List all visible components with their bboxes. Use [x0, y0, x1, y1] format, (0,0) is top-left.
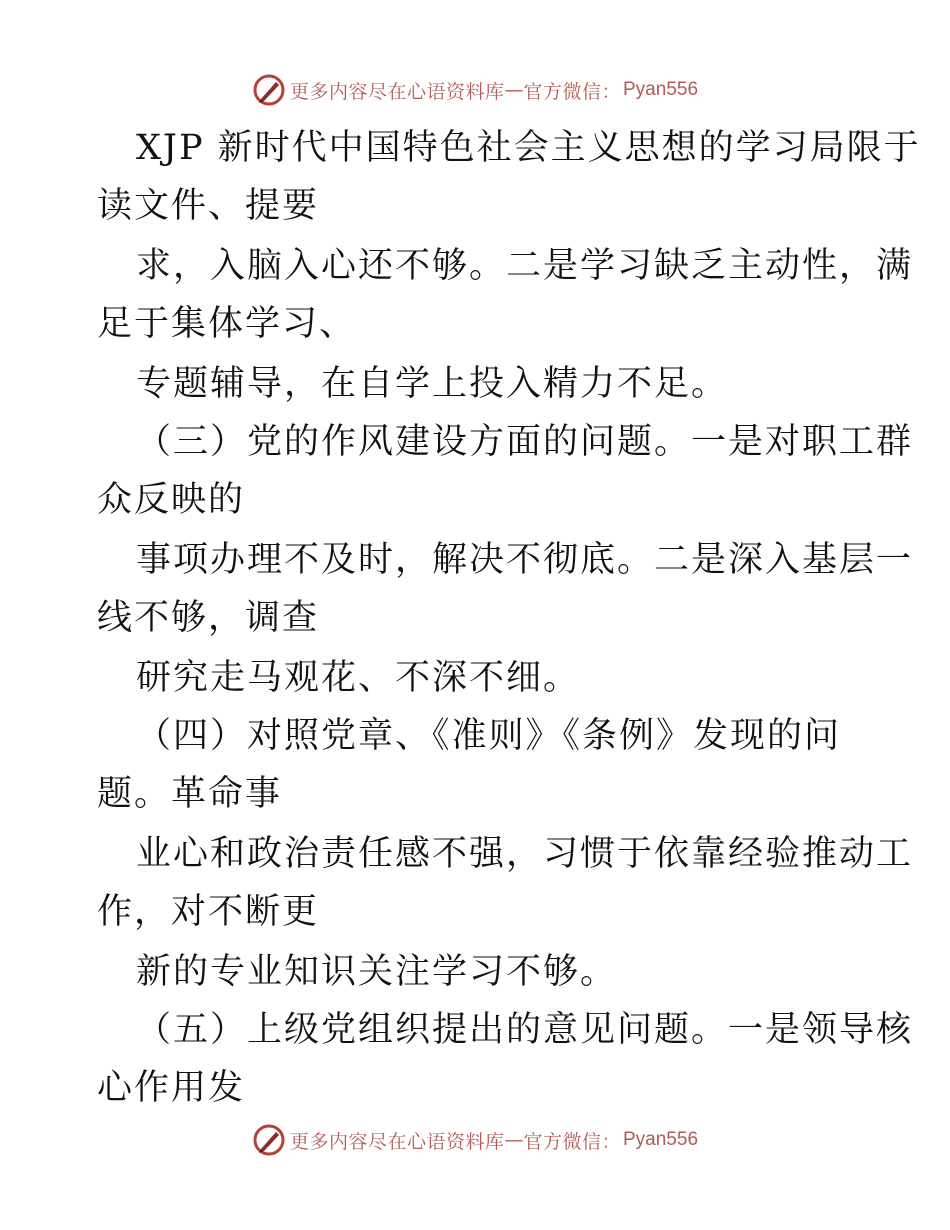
- banner-site-name: 更多内容尽在心语资料库: [289, 1130, 505, 1153]
- text-line: 业心和政治责任感不强，习惯于依靠经验推动工: [136, 834, 914, 874]
- text-line: 新的专业知识关注学习不够。: [136, 952, 618, 992]
- text-line: 足于集体学习、: [97, 304, 357, 344]
- text-line: 研究走马观花、不深不细。: [136, 658, 581, 698]
- banner-separator: —: [504, 1129, 524, 1151]
- text-line: 读文件、提要: [97, 186, 320, 226]
- banner-separator: —: [504, 79, 524, 101]
- text-line: 专题辅导，在自学上投入精力不足。: [136, 364, 729, 404]
- banner-site-name: 更多内容尽在心语资料库: [289, 80, 505, 103]
- text-line: （五）上级党组织提出的意见问题。一是领导核: [136, 1010, 914, 1050]
- banner-official-label: 官方微信：: [523, 1130, 621, 1153]
- pen-logo-icon: [252, 73, 286, 107]
- text-line: XJP 新时代中国特色社会主义思想的学习局限于: [136, 128, 921, 168]
- pen-logo-icon: [252, 1123, 286, 1157]
- text-line: 线不够，调查: [97, 598, 320, 638]
- text-line: （三）党的作风建设方面的问题。一是对职工群: [136, 422, 914, 462]
- footer-banner: [0, 1120, 950, 1160]
- text-line: 心作用发: [97, 1068, 246, 1108]
- text-line: 作，对不断更: [97, 892, 320, 932]
- banner-official-label: 官方微信：: [523, 80, 621, 103]
- banner-wechat-id: Pyan556: [623, 79, 699, 100]
- text-line: 求，入脑入心还不够。二是学习缺乏主动性，满: [136, 246, 914, 286]
- header-banner: [0, 70, 950, 110]
- text-line: 题。革命事: [97, 774, 283, 814]
- text-line: （四）对照党章、《准则》《条例》发现的问: [136, 716, 842, 756]
- text-line: 众反映的: [97, 480, 246, 520]
- banner-wechat-id: Pyan556: [623, 1129, 699, 1150]
- text-line: 事项办理不及时，解决不彻底。二是深入基层一: [136, 540, 914, 580]
